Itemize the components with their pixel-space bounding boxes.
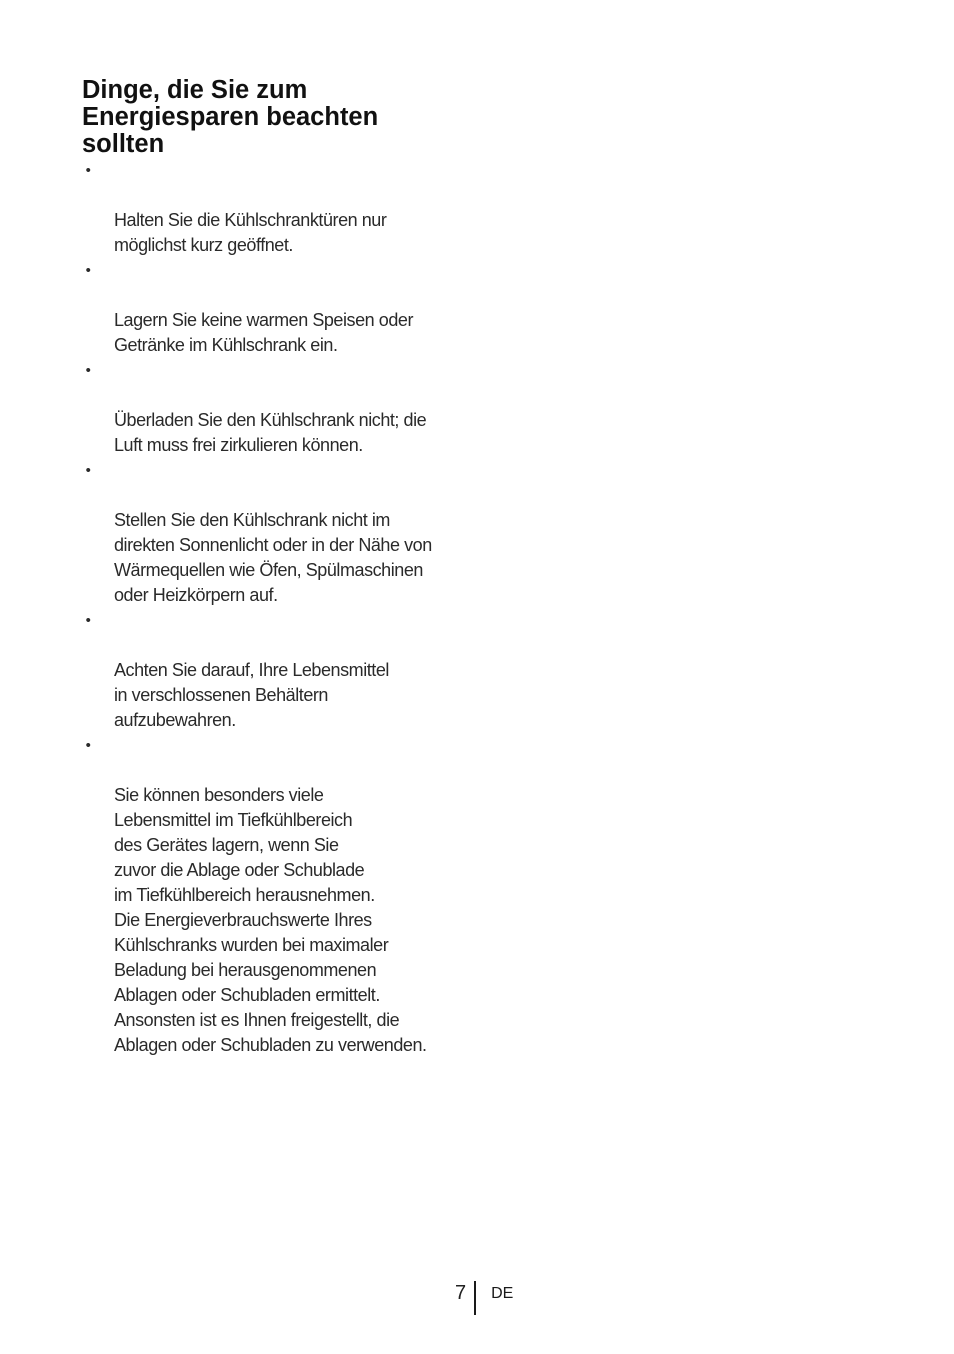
bullet-icon: • <box>85 162 91 179</box>
list-item <box>82 358 482 458</box>
main-content <box>82 77 482 1058</box>
energy-tips-list <box>82 158 482 1058</box>
bullet-icon: • <box>85 262 91 279</box>
bullet-icon: • <box>85 612 91 629</box>
tip-text: Halten Sie die Kühlschranktüren nur möglichst kurz geöffnet. <box>114 210 387 255</box>
language-code: DE <box>491 1285 514 1302</box>
list-item <box>82 608 482 733</box>
list-item <box>82 158 482 258</box>
tip-text: Achten Sie darauf, Ihre Lebensmittel in verschlossenen Behältern aufzubewahren. <box>114 660 389 730</box>
list-item <box>82 733 482 1058</box>
section-heading: Dinge, die Sie zum Energiesparen beachten sollten <box>82 76 379 158</box>
bullet-icon: • <box>85 462 91 479</box>
tip-text: Stellen Sie den Kühlschrank nicht im direkten Sonnenlicht oder in der Nähe von Wärmequellen wie Öfen, Spülmaschinen oder Heizkörpern auf. <box>114 510 432 605</box>
tip-text: Überladen Sie den Kühlschrank nicht; die Luft muss frei zirkulieren können. <box>114 410 427 455</box>
tip-text: Sie können besonders viele Lebensmittel im Tiefkühlbereich des Gerätes lagern, wenn Sie zuvor die Ablage oder Schublade im Tiefkühlbereich herausnehmen. Die Energieverbrauchswerte Ihres Kühlschranks wurden bei maximaler Beladung bei herausgenommenen Ablagen oder Schubladen ermittelt. Ansonsten ist es Ihnen freigestellt, die Ablagen oder Schubladen zu verwenden. <box>114 785 427 1055</box>
footer-divider <box>474 1281 476 1315</box>
bullet-icon: • <box>85 362 91 379</box>
list-item <box>82 258 482 358</box>
tip-text: Lagern Sie keine warmen Speisen oder Getränke im Kühlschrank ein. <box>114 310 413 355</box>
page-number: 7 <box>455 1282 467 1304</box>
bullet-icon: • <box>85 737 91 754</box>
list-item <box>82 458 482 608</box>
page-footer <box>455 1281 513 1315</box>
